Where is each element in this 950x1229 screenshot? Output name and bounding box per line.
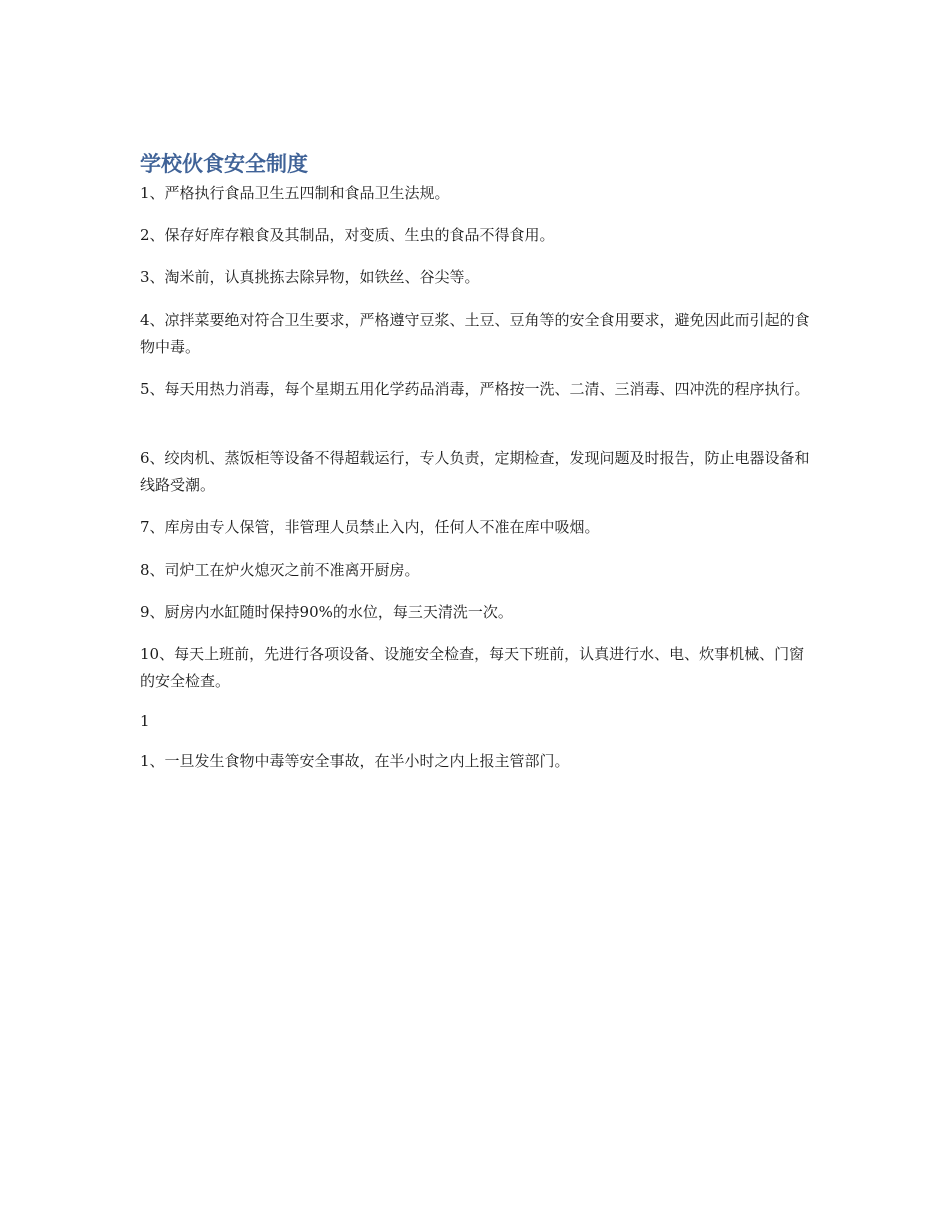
paragraph-4: 4、凉拌菜要绝对符合卫生要求，严格遵守豆浆、土豆、豆角等的安全食用要求，避免因此而引起的食物中毒。: [140, 311, 810, 356]
paragraph-9: 9、厨房内水缸随时保持90%的水位，每三天清洗一次。: [140, 603, 513, 621]
document-title: 学校伙食安全制度: [140, 152, 308, 176]
paragraph-12: 1、一旦发生食物中毒等安全事故，在半小时之内上报主管部门。: [140, 752, 570, 770]
paragraph-5: 5、每天用热力消毒，每个星期五用化学药品消毒，严格按一洗、二清、三消毒、四冲洗的程序执行。: [140, 380, 810, 398]
paragraph-2: 2、保存好库存粮食及其制品，对变质、生虫的食品不得食用。: [140, 226, 555, 244]
paragraph-10: 10、每天上班前，先进行各项设备、设施安全检查，每天下班前，认真进行水、电、炊事机械、门窗的安全检查。: [140, 645, 805, 690]
paragraph-3: 3、淘米前，认真挑拣去除异物，如铁丝、谷尖等。: [140, 268, 480, 286]
paragraph-6: 6、绞肉机、蒸饭柜等设备不得超载运行，专人负责，定期检查，发现问题及时报告，防止电器设备和线路受潮。: [140, 449, 810, 494]
paragraph-7: 7、库房由专人保管，非管理人员禁止入内，任何人不准在库中吸烟。: [140, 518, 600, 536]
paragraph-8: 8、司炉工在炉火熄灭之前不准离开厨房。: [140, 561, 420, 579]
paragraph-1: 1、严格执行食品卫生五四制和食品卫生法规。: [140, 184, 450, 202]
paragraph-11: 1: [140, 712, 150, 730]
